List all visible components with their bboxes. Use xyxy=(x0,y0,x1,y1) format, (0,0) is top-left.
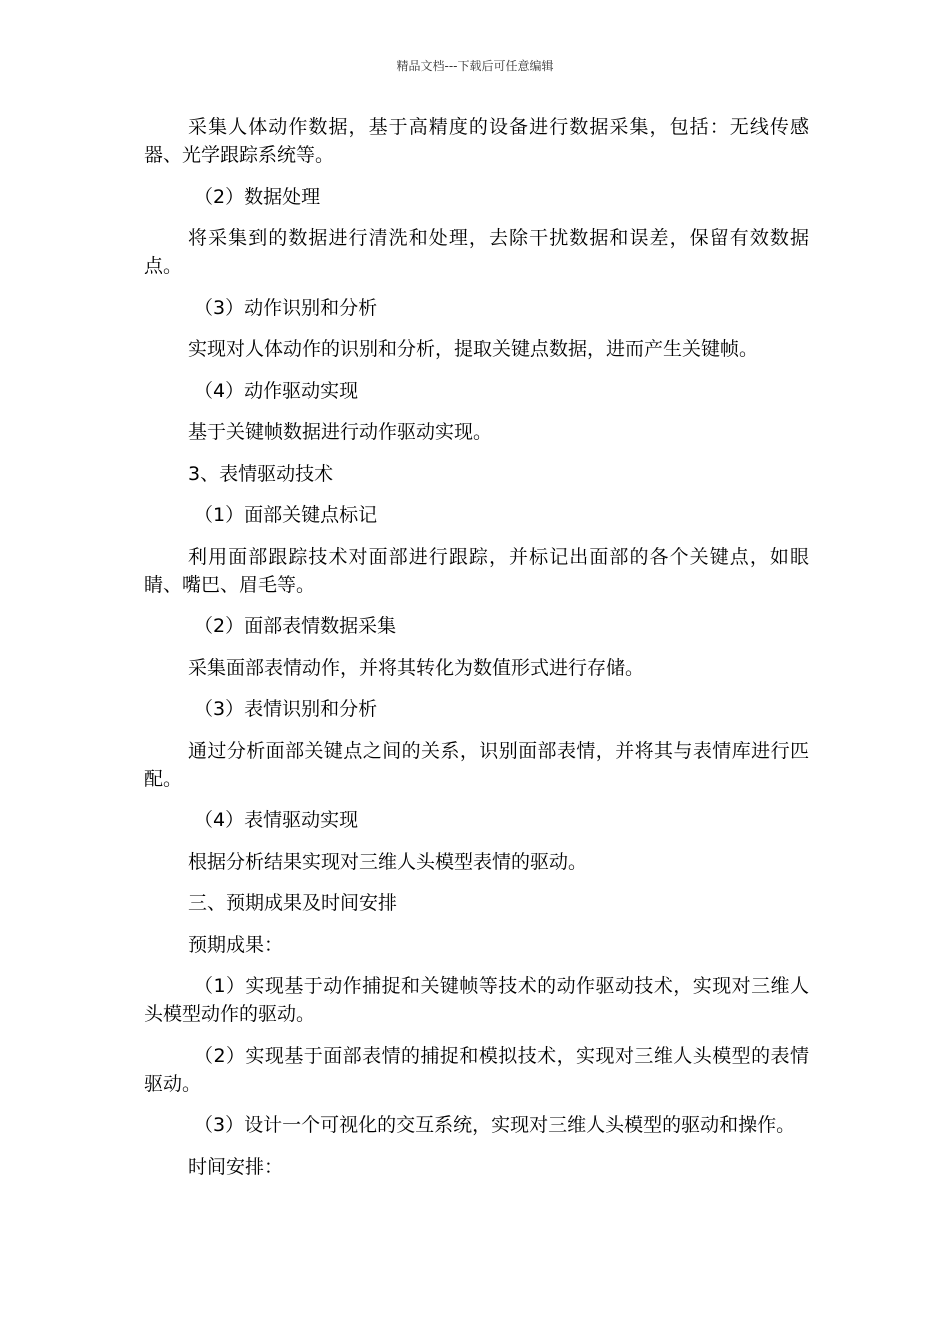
subheading: （4）动作驱动实现 xyxy=(194,379,359,402)
list-item: （1）实现基于动作捕捉和关键帧等技术的动作驱动技术，实现对三维人头模型动作的驱动。 xyxy=(144,975,809,1025)
document-body xyxy=(144,113,809,1194)
paragraph: 利用面部跟踪技术对面部进行跟踪，并标记出面部的各个关键点，如眼睛、嘴巴、眉毛等。 xyxy=(144,545,809,596)
subheading: （1）面部关键点标记 xyxy=(194,504,378,526)
subheading: （4）表情驱动实现 xyxy=(194,809,359,831)
subheading: （2）数据处理 xyxy=(194,185,321,208)
section-heading: 3、表情驱动技术 xyxy=(188,462,334,485)
subheading: （2）面部表情数据采集 xyxy=(194,615,397,637)
page-header: 精品文档---下载后可任意编辑 xyxy=(396,59,554,73)
list-item: （2）实现基于面部表情的捕捉和模拟技术，实现对三维人头模型的表情驱动。 xyxy=(144,1044,809,1095)
list-item: （3）设计一个可视化的交互系统，实现对三维人头模型的驱动和操作。 xyxy=(194,1114,796,1136)
paragraph: 采集人体动作数据，基于高精度的设备进行数据采集，包括：无线传感器、光学跟踪系统等。 xyxy=(144,116,809,166)
paragraph: 通过分析面部关键点之间的关系，识别面部表情，并将其与表情库进行匹配。 xyxy=(144,739,809,790)
subheading: （3）表情识别和分析 xyxy=(194,698,378,720)
paragraph: 基于关键帧数据进行动作驱动实现。 xyxy=(188,421,493,443)
section-heading: 三、预期成果及时间安排 xyxy=(188,892,398,914)
paragraph: 时间安排： xyxy=(188,1155,284,1178)
paragraph: 实现对人体动作的识别和分析，提取关键点数据，进而产生关键帧。 xyxy=(188,338,759,360)
subheading: （3）动作识别和分析 xyxy=(194,296,378,319)
paragraph: 采集面部表情动作，并将其转化为数值形式进行存储。 xyxy=(188,656,645,679)
paragraph: 预期成果： xyxy=(188,933,284,956)
paragraph: 将采集到的数据进行清洗和处理，去除干扰数据和误差，保留有效数据点。 xyxy=(144,227,809,277)
paragraph: 根据分析结果实现对三维人头模型表情的驱动。 xyxy=(188,850,588,873)
